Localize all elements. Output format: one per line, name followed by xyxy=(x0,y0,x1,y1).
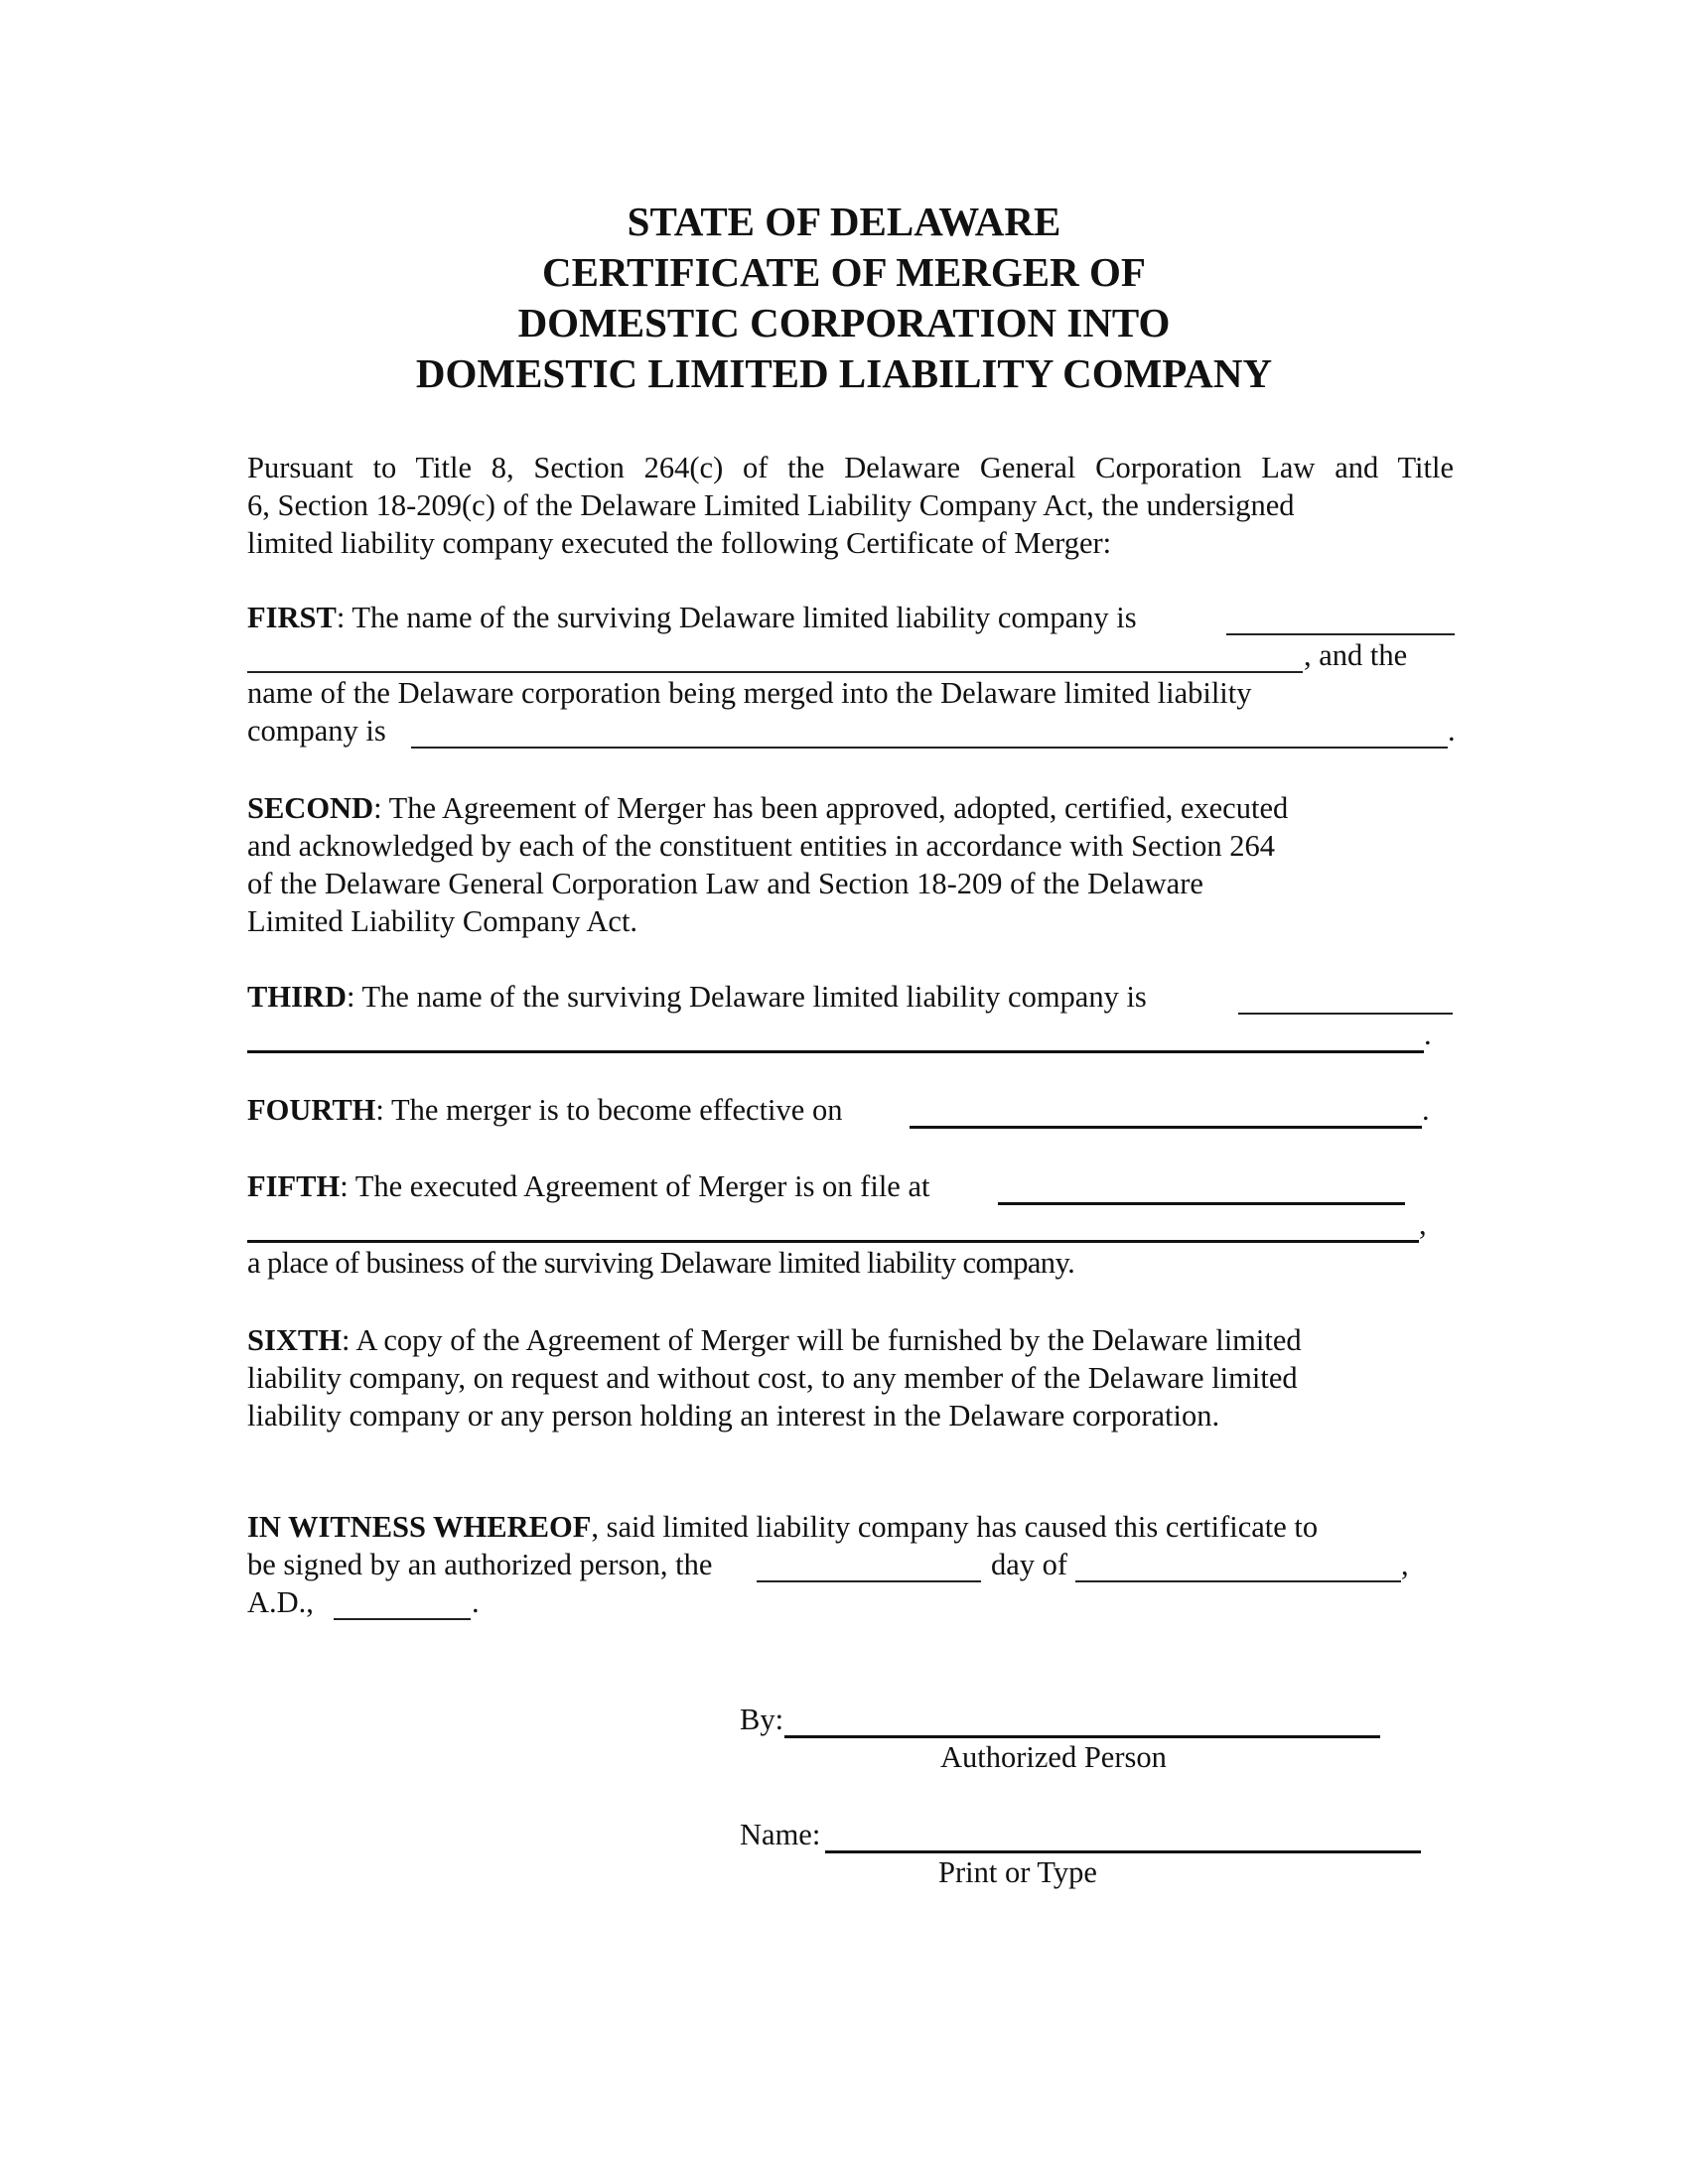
second-label: SECOND xyxy=(247,791,374,825)
witness-text-1: , said limited liability company has caused this certificate to xyxy=(591,1510,1319,1544)
witness-text-3b: . xyxy=(472,1585,480,1619)
second-line-2: and acknowledged by each of the constituent entities in accordance with Section 264 xyxy=(247,829,1275,863)
sixth-paragraph xyxy=(247,1321,1454,1434)
third-text-1: : The name of the surviving Delaware limited liability company is xyxy=(347,980,1147,1014)
second-paragraph xyxy=(247,789,1454,940)
witness-text-2a: be signed by an authorized person, the xyxy=(247,1548,713,1581)
intro-paragraph xyxy=(247,449,1454,562)
witness-text-2c: , xyxy=(1401,1548,1409,1581)
first-line-1 xyxy=(247,601,1137,635)
first-end: . xyxy=(1448,714,1456,748)
fifth-label: FIFTH xyxy=(247,1169,341,1203)
sixth-line-3: liability company or any person holding an interest in the Delaware corporation. xyxy=(247,1399,1220,1433)
witness-text-3a: A.D., xyxy=(247,1585,314,1619)
fourth-blank[interactable] xyxy=(910,1098,1422,1129)
document-title xyxy=(0,197,1688,399)
title-line-4: DOMESTIC LIMITED LIABILITY COMPANY xyxy=(415,350,1273,396)
intro-line-3: limited liability company executed the following Certificate of Merger: xyxy=(247,526,1112,560)
second-line-1: : The Agreement of Merger has been approved, adopted, certified, executed xyxy=(373,791,1289,825)
witness-month-blank[interactable] xyxy=(1075,1553,1401,1582)
name-line[interactable] xyxy=(825,1823,1421,1853)
name-caption: Print or Type xyxy=(938,1855,1097,1889)
first-blank-3[interactable] xyxy=(411,719,1448,749)
first-text-3: name of the Delaware corporation being merged into the Delaware limited liability xyxy=(247,676,1252,710)
first-text-2: , and the xyxy=(1304,638,1408,672)
first-blank-2[interactable] xyxy=(247,643,1303,673)
fifth-text-2: a place of business of the surviving Delaware limited liability company. xyxy=(247,1246,1075,1280)
witness-label: IN WITNESS WHEREOF xyxy=(247,1510,592,1544)
title-line-1: STATE OF DELAWARE xyxy=(627,199,1061,244)
second-line-3: of the Delaware General Corporation Law and Section 18-209 of the Delaware xyxy=(247,867,1203,900)
second-line-4: Limited Liability Company Act. xyxy=(247,904,638,938)
fourth-line xyxy=(247,1093,842,1128)
third-line-1 xyxy=(247,980,1147,1015)
by-signature-line[interactable] xyxy=(784,1707,1380,1738)
sixth-line-2: liability company, on request and without cost, to any member of the Delaware limited xyxy=(247,1361,1298,1395)
witness-line-1 xyxy=(247,1510,1318,1545)
first-text-4: company is xyxy=(247,714,386,748)
fifth-line-1 xyxy=(247,1169,929,1204)
title-line-3: DOMESTIC CORPORATION INTO xyxy=(517,300,1171,345)
witness-text-2b: day of xyxy=(991,1548,1068,1581)
name-label: Name: xyxy=(740,1818,821,1851)
fifth-text-1: : The executed Agreement of Merger is on file at xyxy=(340,1169,930,1203)
witness-day-blank[interactable] xyxy=(757,1553,981,1582)
first-blank-1[interactable] xyxy=(1226,606,1455,635)
witness-year-blank[interactable] xyxy=(334,1590,471,1620)
first-label: FIRST xyxy=(247,601,337,634)
third-blank-1[interactable] xyxy=(1238,985,1453,1015)
fifth-blank-2[interactable] xyxy=(247,1212,1419,1243)
intro-line-1: Pursuant to Title 8, Section 264(c) of the Delaware General Corporation Law and Title xyxy=(247,451,1454,484)
by-label: By: xyxy=(740,1703,784,1736)
first-text-1: : The name of the surviving Delaware limited liability company is xyxy=(336,601,1137,634)
fifth-blank-1[interactable] xyxy=(998,1174,1405,1205)
fourth-text-1: : The merger is to become effective on xyxy=(375,1093,843,1127)
sixth-label: SIXTH xyxy=(247,1323,342,1357)
by-caption: Authorized Person xyxy=(940,1740,1167,1774)
third-blank-2[interactable] xyxy=(247,1023,1424,1053)
title-line-2: CERTIFICATE OF MERGER OF xyxy=(542,249,1146,295)
intro-line-2: 6, Section 18-209(c) of the Delaware Limited Liability Company Act, the undersigned xyxy=(247,488,1295,522)
third-end: . xyxy=(1424,1018,1432,1051)
fifth-end: , xyxy=(1419,1207,1427,1241)
third-label: THIRD xyxy=(247,980,347,1014)
fourth-label: FOURTH xyxy=(247,1093,376,1127)
fourth-end: . xyxy=(1422,1093,1430,1127)
sixth-line-1: : A copy of the Agreement of Merger will be furnished by the Delaware limited xyxy=(341,1323,1302,1357)
